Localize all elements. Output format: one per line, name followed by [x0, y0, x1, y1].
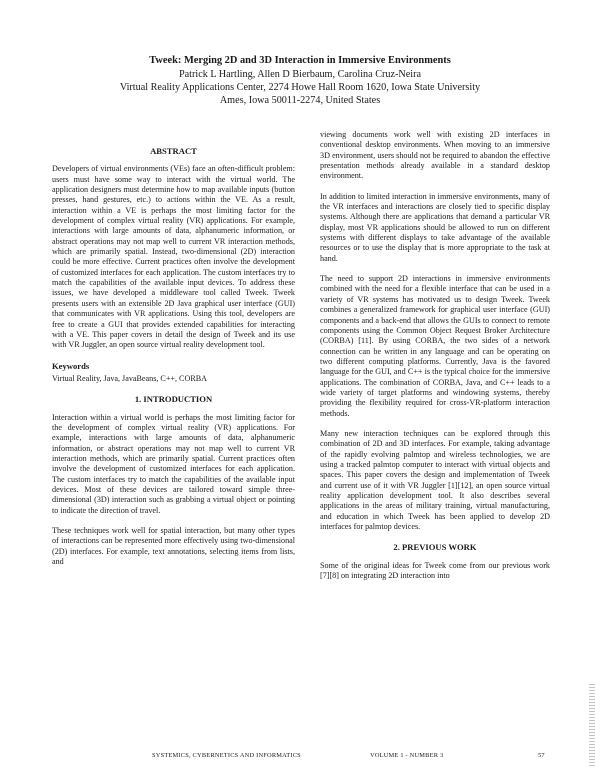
- introduction-paragraph-1: Interaction within a virtual world is perhaps the most limiting factor for the development of complex virtual reality (VR) applications. For example, interactions with large amounts of data, alphanumeric information, or abstract operations may not map well to current VR interaction methods, which are primarily spatial. Current practices often involve the development of customized interfaces for each application. The custom interfaces try to match the capabilities of the available input devices. Most of these devices are tailored toward simple three-dimensional (3D) interaction such as grabbing a virtual object or pointing to indicate the direction of travel.: [52, 412, 295, 515]
- address: Ames, Iowa 50011-2274, United States: [219, 95, 381, 106]
- previous-work-heading: 2. PREVIOUS WORK: [393, 542, 477, 553]
- abstract-heading: ABSTRACT: [150, 146, 197, 156]
- abstract-text: Developers of virtual environments (VEs) face an often-difficult problem: users must have some way to interact with the virtual world. The application designers must determine how to map available inputs (button presses, hand gestures, etc.) to actions within the VE. As a result, interaction within a VE is perhaps the most limiting factor for the development of complex virtual reality (VR) applications. For example, interactions with large amounts of data, alphanumeric information, or abstract operations may not map well to current VR interaction methods, which are primarily spatial. Instead, two-dimensional (2D) interaction could be more effective. Current practices often involve the development of customized interfaces for each application. The custom interfaces try to match the capabilities of the available input devices. To address these issues, we have developed a middleware tool called Tweek. Tweek presents users with an extensible 2D Java graphical user interface (GUI) that communicates with VR applications. Using this tool, developers are free to create a GUI that provides extended capabilities for interacting with a VE. This paper covers in detail the design of Tweek and its use with VR Juggler, an open source virtual reality development tool.: [52, 164, 295, 350]
- left-column: [52, 146, 295, 577]
- footer-journal: SYSTEMICS, CYBERNETICS AND INFORMATICS: [152, 752, 301, 759]
- body-paragraph-2: In addition to limited interaction in immersive environments, many of the VR interfaces and interactions are closely tied to specific display systems. Although there are applications that demand a particular VR display, most VR applications should be allowed to run on different systems with different displays to take advantage of the available resources or to use the display that is more appropriate to the task at hand.: [320, 191, 550, 263]
- keywords-text: Virtual Reality, Java, JavaBeans, C++, CORBA: [52, 373, 208, 383]
- introduction-heading: 1. INTRODUCTION: [134, 394, 213, 405]
- introduction-paragraph-2: These techniques work well for spatial interaction, but many other types of interactions can be represented more effectively using two-dimensional (2D) interfaces. For example, text annotations, selecting items from lists, and: [52, 526, 295, 567]
- body-paragraph-3: The need to support 2D interactions in immersive environments combined with the need for a flexible interface that can be used in a variety of VR systems has motivated us to design Tweek. Tweek combines a generalized framework for graphical user interface (GUI) components and a back-end that allows the GUIs to connect to remote components using the Common Object Request Broker Architecture (CORBA) [11]. By using CORBA, the two sides of a network connection can be written in any language and can be operating on two different computing platforms. Currently, Java is the favored language for the GUI, and C++ is the typical choice for the immersive applications. The combination of CORBA, Java, and C++ leads to a wide variety of target platforms and windowing systems, thereby providing the flexibility required for cross-VR-platform interaction methods.: [320, 274, 550, 418]
- scan-edge-mark: [589, 684, 595, 766]
- authors: Patrick L Hartling, Allen D Bierbaum, Carolina Cruz-Neira: [178, 69, 422, 80]
- keywords-heading: Keywords: [52, 360, 90, 371]
- footer-volume: VOLUME 1 - NUMBER 3: [370, 752, 444, 759]
- body-paragraph-1: viewing documents work well with existing 2D interfaces in conventional desktop environments. When moving to an immersive 3D environment, users should not be required to abandon the effective presentation methods already available in a standard desktop environment.: [320, 130, 550, 181]
- right-column: [320, 130, 550, 591]
- footer-page-number: 57: [538, 752, 545, 759]
- body-paragraph-4: Many new interaction techniques can be explored through this combination of 2D and 3D interfaces. For example, taking advantage of the rapidly evolving palmtop and wireless technologies, we are using a tracked palmtop computer to interact with virtual objects and spaces. This paper covers the design and implementation of Tweek and current use of it with VR Juggler [1][12], an open source virtual reality application development tool. It also describes several applications in the areas of military training, virtual manufacturing, and education in which Tweek has been applied to develop 2D interfaces for palmtop devices.: [320, 428, 550, 532]
- affiliation: Virtual Reality Applications Center, 2274 Howe Hall Room 1620, Iowa State University: [119, 82, 481, 93]
- author-block: [0, 68, 600, 107]
- paper-title: Tweek: Merging 2D and 3D Interaction in Immersive Environments: [149, 55, 451, 66]
- previous-work-paragraph: Some of the original ideas for Tweek come from our previous work [7][8] on integrating 2D interaction into: [320, 560, 550, 581]
